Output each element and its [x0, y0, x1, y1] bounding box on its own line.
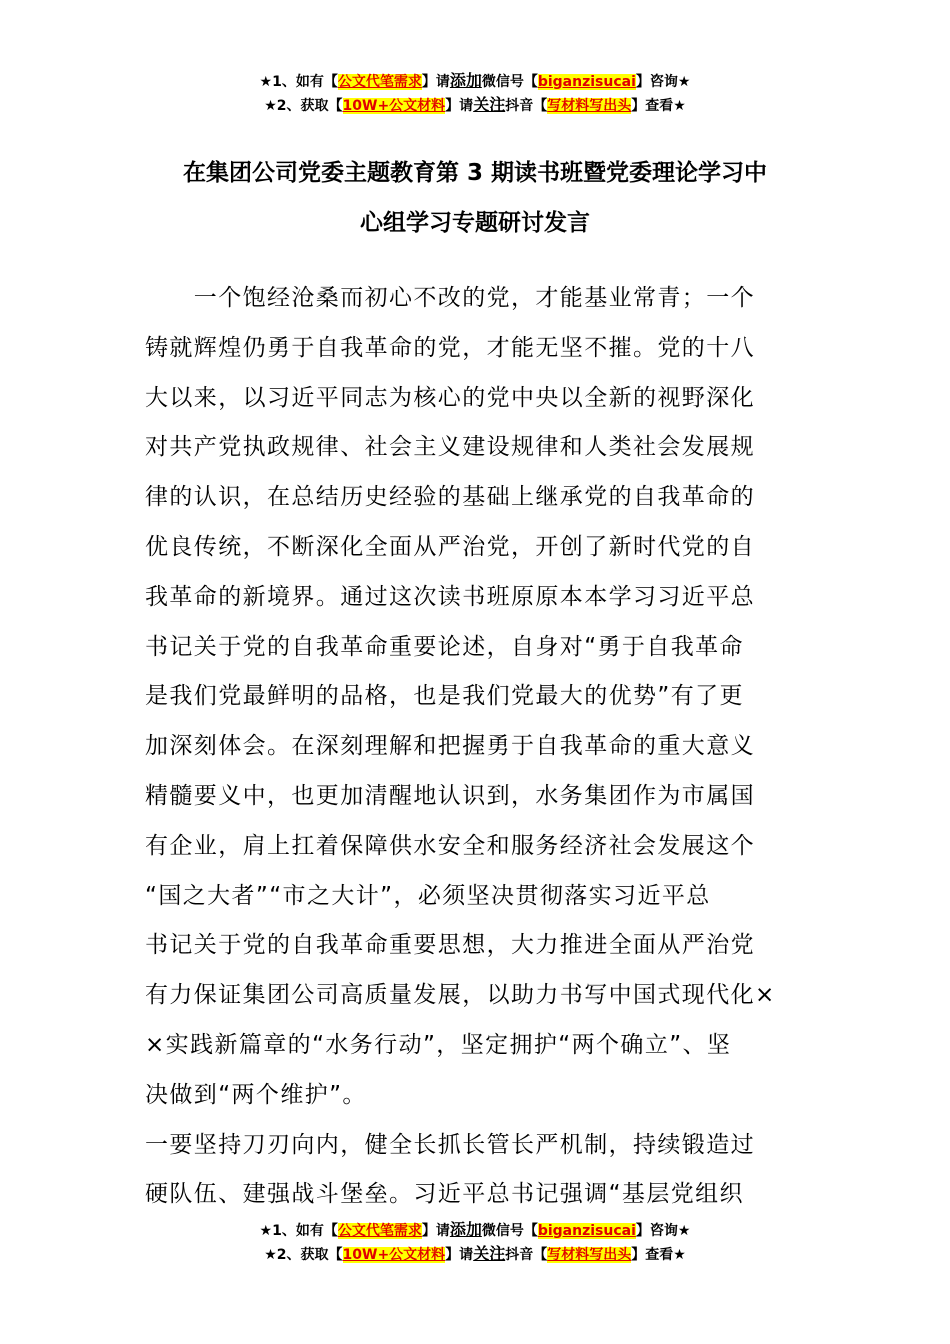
promo-text: 】请 — [421, 1223, 450, 1239]
body-text-line: 大以来，以习近平同志为核心的党中央以全新的视野深化 — [145, 384, 755, 411]
promo-highlight: biganzisucai — [537, 74, 636, 90]
promo-text: 】咨询★ — [635, 1223, 691, 1239]
promo-text: ★2、获取【 — [264, 98, 343, 114]
promo-line-1 — [0, 69, 950, 94]
body-text-line: 硬队伍、建强战斗堡垒。习近平总书记强调“基层党组织 — [145, 1181, 744, 1208]
promo-text: 微信号【 — [481, 74, 538, 90]
promo-line-2-footer — [0, 1242, 950, 1267]
body-text-line: 优良传统，不断深化全面从严治党，开创了新时代党的自 — [145, 534, 755, 560]
promo-text: ★2、获取【 — [264, 1247, 343, 1263]
document-title-line: 在集团公司党委主题教育第 3 期读书班暨党委理论学习中 — [182, 160, 768, 186]
body-text-line: 有力保证集团公司高质量发展，以助力书写中国式现代化× — [145, 982, 776, 1009]
body-text-line: “国之大者”“市之大计”，必须坚决贯彻落实习近平总 — [145, 882, 711, 909]
body-text-line: 是我们党最鲜明的品格，也是我们党最大的优势”有了更 — [145, 683, 744, 710]
promo-text: ★1、如有【 — [259, 74, 338, 90]
promo-line-1-footer — [0, 1218, 950, 1243]
promo-text: 微信号【 — [481, 1223, 538, 1239]
promo-text: 】请 — [445, 98, 474, 114]
promo-text: 】查看★ — [631, 1247, 686, 1263]
promo-highlight: 10W+公文材料 — [342, 98, 446, 114]
promo-highlight: 写材料写出头 — [547, 98, 632, 114]
promo-highlight: 写材料写出头 — [547, 1247, 632, 1263]
promo-highlight: 公文代笔需求 — [337, 1223, 422, 1239]
promo-line-2 — [0, 93, 950, 118]
body-text-line: 对共产党执政规律、社会主义建设规律和人类社会发展规 — [145, 434, 755, 461]
promo-text: 】咨询★ — [635, 74, 691, 90]
promo-text: ★1、如有【 — [259, 1223, 338, 1239]
promo-text: 】请 — [445, 1247, 474, 1263]
promo-underline: 关注 — [473, 95, 506, 114]
body-text-line: ×实践新篇章的“水务行动”，坚定拥护“两个确立”、坚 — [145, 1032, 732, 1058]
body-text-line: 决做到“两个维护”。 — [145, 1081, 367, 1108]
body-text-line: 一要坚持刀刃向内，健全长抓长管长严机制，持续锻造过 — [145, 1131, 755, 1158]
promo-text: 】请 — [421, 74, 450, 90]
body-text-line: 有企业，肩上扛着保障供水安全和服务经济社会发展这个 — [145, 832, 755, 859]
body-text-line: 精髓要义中，也更加清醒地认识到，水务集团作为市属国 — [145, 783, 755, 809]
promo-underline: 添加 — [449, 1220, 482, 1239]
body-text-line: 律的认识，在总结历史经验的基础上继承党的自我革命的 — [145, 484, 755, 511]
promo-underline: 添加 — [449, 71, 482, 90]
body-text-line: 铸就辉煌仍勇于自我革命的党，才能无坚不摧。党的十八 — [145, 334, 755, 361]
body-text-line: 加深刻体会。在深刻理解和把握勇于自我革命的重大意义 — [145, 733, 755, 760]
promo-text: 抖音【 — [505, 1247, 548, 1263]
body-text-line: 书记关于党的自我革命重要思想，大力推进全面从严治党 — [145, 932, 755, 959]
promo-text: 抖音【 — [505, 98, 548, 114]
promo-underline: 关注 — [473, 1244, 506, 1263]
body-text-line: 书记关于党的自我革命重要论述，自身对“勇于自我革命 — [145, 633, 744, 660]
promo-text: 】查看★ — [631, 98, 686, 114]
promo-highlight: 公文代笔需求 — [337, 74, 422, 90]
document-title-line: 心组学习专题研讨发言 — [360, 210, 590, 236]
body-text-line: 我革命的新境界。通过这次读书班原原本本学习习近平总 — [145, 583, 755, 610]
promo-highlight: 10W+公文材料 — [342, 1247, 446, 1263]
body-text-line: 一个饱经沧桑而初心不改的党，才能基业常青；一个 — [145, 285, 755, 311]
promo-highlight: biganzisucai — [537, 1223, 636, 1239]
